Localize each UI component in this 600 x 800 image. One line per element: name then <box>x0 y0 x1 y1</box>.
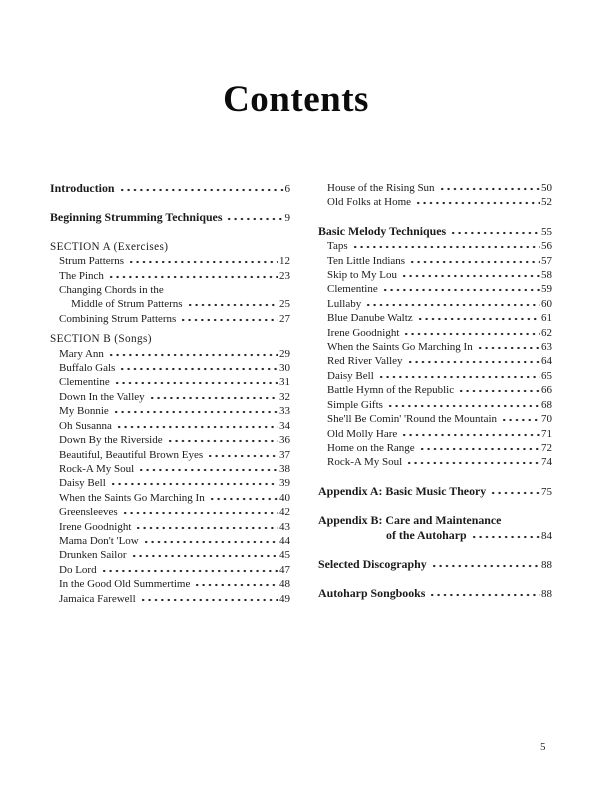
entry-label: Combining Strum Patterns <box>59 312 177 325</box>
entry-label: House of the Rising Sun <box>327 182 435 194</box>
toc-entry <box>318 268 552 282</box>
toc-entry <box>318 557 552 572</box>
entry-label: Appendix A: Basic Music Theory <box>318 483 487 498</box>
entry-page: 12 <box>279 255 290 268</box>
toc-entry <box>50 390 290 404</box>
leader-dots <box>128 255 278 264</box>
entry-label: Autoharp Songbooks <box>318 586 426 601</box>
leader-dots <box>113 405 278 414</box>
entry-page: 62 <box>541 326 552 339</box>
entry-page: 29 <box>279 347 290 360</box>
leader-dots <box>458 384 540 393</box>
leader-dots <box>406 456 540 465</box>
entry-page: 45 <box>279 549 290 562</box>
entry-label: Beautiful, Beautiful Brown Eyes <box>59 448 204 461</box>
leader-dots <box>501 413 540 422</box>
toc-entry <box>318 239 552 253</box>
entry-page: 68 <box>541 398 552 411</box>
toc-entry <box>318 383 552 397</box>
toc-entry <box>50 240 290 254</box>
toc-entry <box>50 476 290 490</box>
entry-page: 57 <box>541 254 552 267</box>
entry-page: 38 <box>279 462 290 475</box>
toc-entry <box>318 369 552 383</box>
entry-page: 25 <box>279 298 290 311</box>
leader-dots <box>194 578 278 587</box>
leader-dots <box>378 370 540 379</box>
toc-entry <box>318 528 552 543</box>
toc-entry <box>50 505 290 519</box>
leader-dots <box>131 549 278 558</box>
toc-entry <box>50 283 290 297</box>
entry-page: 60 <box>541 297 552 310</box>
entry-label: Skip to My Lou <box>327 269 397 282</box>
toc-entry <box>50 592 290 606</box>
entry-label: Strum Patterns <box>59 255 125 268</box>
entry-label: Selected Discography <box>318 556 427 571</box>
entry-label: of the Autoharp <box>386 527 467 542</box>
entry-label: SECTION B (Songs) <box>50 333 152 346</box>
toc-entry <box>318 282 552 296</box>
entry-label: Lullaby <box>327 297 362 310</box>
toc-entry <box>50 332 290 346</box>
entry-label: Daisy Bell <box>59 477 106 490</box>
entry-label: Rock-A My Soul <box>327 456 403 469</box>
toc-column-left <box>50 181 290 606</box>
entry-page: 40 <box>279 491 290 504</box>
entry-label: Blue Danube Waltz <box>327 312 413 325</box>
entry-label: Irene Goodnight <box>59 520 132 533</box>
entry-page: 47 <box>279 563 290 576</box>
toc-entry <box>50 448 290 462</box>
toc-entry <box>318 412 552 426</box>
toc-entry <box>318 354 552 368</box>
entry-label: Down By the Riverside <box>59 434 163 447</box>
entry-page: 88 <box>541 588 552 601</box>
leader-dots <box>477 341 540 350</box>
entry-page: 50 <box>541 182 552 194</box>
leader-dots <box>207 449 278 458</box>
entry-label: Daisy Bell <box>327 369 374 382</box>
entry-page: 6 <box>284 183 290 195</box>
leader-dots <box>135 521 278 530</box>
page-number: 5 <box>540 741 546 753</box>
leader-dots <box>471 530 540 539</box>
leader-dots <box>415 196 540 205</box>
leader-dots <box>167 434 278 443</box>
leader-dots <box>108 270 278 279</box>
leader-dots <box>365 298 540 307</box>
entry-page: 56 <box>541 240 552 253</box>
leader-dots <box>431 559 540 568</box>
entry-label: SECTION A (Exercises) <box>50 240 169 253</box>
leader-dots <box>382 283 540 292</box>
leader-dots <box>114 376 278 385</box>
toc-entry <box>318 484 552 499</box>
entry-label: Introduction <box>50 181 115 195</box>
entry-page: 61 <box>541 312 552 325</box>
entry-label: When the Saints Go Marching In <box>59 491 205 504</box>
entry-label: Taps <box>327 240 348 253</box>
leader-dots <box>407 355 540 364</box>
toc-entry <box>318 513 552 527</box>
entry-page: 37 <box>279 448 290 461</box>
toc-entry <box>318 311 552 325</box>
leader-dots <box>138 463 278 472</box>
toc-entry <box>318 297 552 311</box>
toc-entry <box>50 210 290 225</box>
entry-label: Beginning Strumming Techniques <box>50 210 223 225</box>
entry-label: Greensleeves <box>59 506 118 519</box>
toc-entry <box>50 312 290 326</box>
toc-entry <box>50 404 290 418</box>
entry-label: Irene Goodnight <box>327 326 400 339</box>
entry-page: 58 <box>541 269 552 282</box>
entry-page: 64 <box>541 355 552 368</box>
toc-entry <box>318 441 552 455</box>
leader-dots <box>209 492 278 501</box>
entry-page: 74 <box>541 456 552 469</box>
entry-label: Drunken Sailor <box>59 549 127 562</box>
entry-label: Basic Melody Techniques <box>318 223 447 238</box>
leader-dots <box>226 212 283 221</box>
entry-label: When the Saints Go Marching In <box>327 341 473 354</box>
entry-label: Ten Little Indians <box>327 254 406 267</box>
toc-entry <box>318 586 552 601</box>
toc-entry <box>50 297 290 311</box>
entry-label: Oh Susanna <box>59 419 112 432</box>
toc-entry <box>50 361 290 375</box>
entry-page: 55 <box>541 225 552 238</box>
leader-dots <box>119 183 284 192</box>
leader-dots <box>429 588 540 597</box>
entry-page: 66 <box>541 384 552 397</box>
toc-entry <box>50 433 290 447</box>
entry-page: 33 <box>279 405 290 418</box>
entry-page: 75 <box>541 485 552 498</box>
leader-dots <box>143 535 278 544</box>
toc-entry <box>318 340 552 354</box>
toc-entry <box>50 375 290 389</box>
entry-page: 63 <box>541 341 552 354</box>
leader-dots <box>401 269 540 278</box>
toc-entry <box>50 419 290 433</box>
entry-label: Mary Ann <box>59 347 104 360</box>
entry-label: Clementine <box>327 283 378 296</box>
leader-dots <box>419 442 540 451</box>
entry-page: 36 <box>279 434 290 447</box>
entry-page: 49 <box>279 592 290 605</box>
entry-label: Middle of Strum Patterns <box>71 298 183 311</box>
page-title: Contents <box>223 79 369 120</box>
entry-label: Buffalo Gals <box>59 362 116 375</box>
entry-label: Home on the Range <box>327 441 415 454</box>
leader-dots <box>450 226 540 235</box>
entry-label: In the Good Old Summertime <box>59 578 191 591</box>
entry-label: Changing Chords in the <box>59 284 164 297</box>
entry-label: Down In the Valley <box>59 390 145 403</box>
toc-entry <box>318 195 552 209</box>
entry-page: 59 <box>541 283 552 296</box>
leader-dots <box>140 593 278 602</box>
leader-dots <box>439 182 540 191</box>
toc-entry <box>50 534 290 548</box>
toc-entry <box>50 520 290 534</box>
leader-dots <box>409 255 540 264</box>
entry-page: 31 <box>279 376 290 389</box>
entry-page: 30 <box>279 362 290 375</box>
entry-page: 43 <box>279 520 290 533</box>
entry-page: 44 <box>279 534 290 547</box>
entry-label: Clementine <box>59 376 110 389</box>
leader-dots <box>401 428 540 437</box>
entry-page: 39 <box>279 477 290 490</box>
entry-page: 52 <box>541 196 552 209</box>
leader-dots <box>352 240 540 249</box>
entry-page: 23 <box>279 269 290 282</box>
toc-entry <box>318 254 552 268</box>
entry-page: 65 <box>541 369 552 382</box>
entry-page: 27 <box>279 312 290 325</box>
leader-dots <box>187 298 278 307</box>
entry-label: Mama Don't 'Low <box>59 534 139 547</box>
entry-label: The Pinch <box>59 269 104 282</box>
leader-dots <box>110 477 278 486</box>
toc-entry <box>318 427 552 441</box>
entry-label: Appendix B: Care and Maintenance <box>318 513 502 528</box>
entry-page: 71 <box>541 427 552 440</box>
entry-page: 32 <box>279 390 290 403</box>
entry-page: 42 <box>279 506 290 519</box>
entry-label: Old Molly Hare <box>327 427 398 440</box>
toc-entry <box>50 548 290 562</box>
entry-label: Old Folks at Home <box>327 196 412 209</box>
toc-entry <box>50 577 290 591</box>
entry-page: 88 <box>541 558 552 571</box>
leader-dots <box>101 564 278 573</box>
leader-dots <box>108 348 278 357</box>
entry-label: Jamaica Farewell <box>59 592 136 605</box>
entry-label: My Bonnie <box>59 405 109 418</box>
entry-label: Do Lord <box>59 563 97 576</box>
leader-dots <box>122 506 278 515</box>
toc-entry <box>50 563 290 577</box>
leader-dots <box>116 420 278 429</box>
leader-dots <box>387 399 540 408</box>
entry-page: 70 <box>541 413 552 426</box>
entry-page: 34 <box>279 419 290 432</box>
entry-label: Rock-A My Soul <box>59 462 135 475</box>
leader-dots <box>180 313 278 322</box>
entry-label: Battle Hymn of the Republic <box>327 384 455 397</box>
leader-dots <box>417 312 540 321</box>
toc-entry <box>50 347 290 361</box>
leader-dots <box>490 486 540 495</box>
toc-entry <box>318 326 552 340</box>
toc-entry <box>318 398 552 412</box>
entry-label: She'll Be Comin' 'Round the Mountain <box>327 413 498 426</box>
toc-entry <box>50 491 290 505</box>
toc-entry <box>50 269 290 283</box>
entry-page: 84 <box>541 529 552 542</box>
entry-label: Simple Gifts <box>327 398 383 411</box>
entry-page: 72 <box>541 441 552 454</box>
leader-dots <box>403 327 540 336</box>
toc-entry <box>50 254 290 268</box>
toc-entry <box>318 224 552 239</box>
leader-dots <box>149 391 278 400</box>
toc-entry <box>318 455 552 469</box>
toc-entry <box>50 181 290 196</box>
leader-dots <box>119 362 278 371</box>
entry-page: 48 <box>279 578 290 591</box>
toc-entry <box>318 181 552 195</box>
toc-column-right <box>318 181 552 602</box>
toc-entry <box>50 462 290 476</box>
entry-label: Red River Valley <box>327 355 403 368</box>
entry-page: 9 <box>284 212 290 225</box>
